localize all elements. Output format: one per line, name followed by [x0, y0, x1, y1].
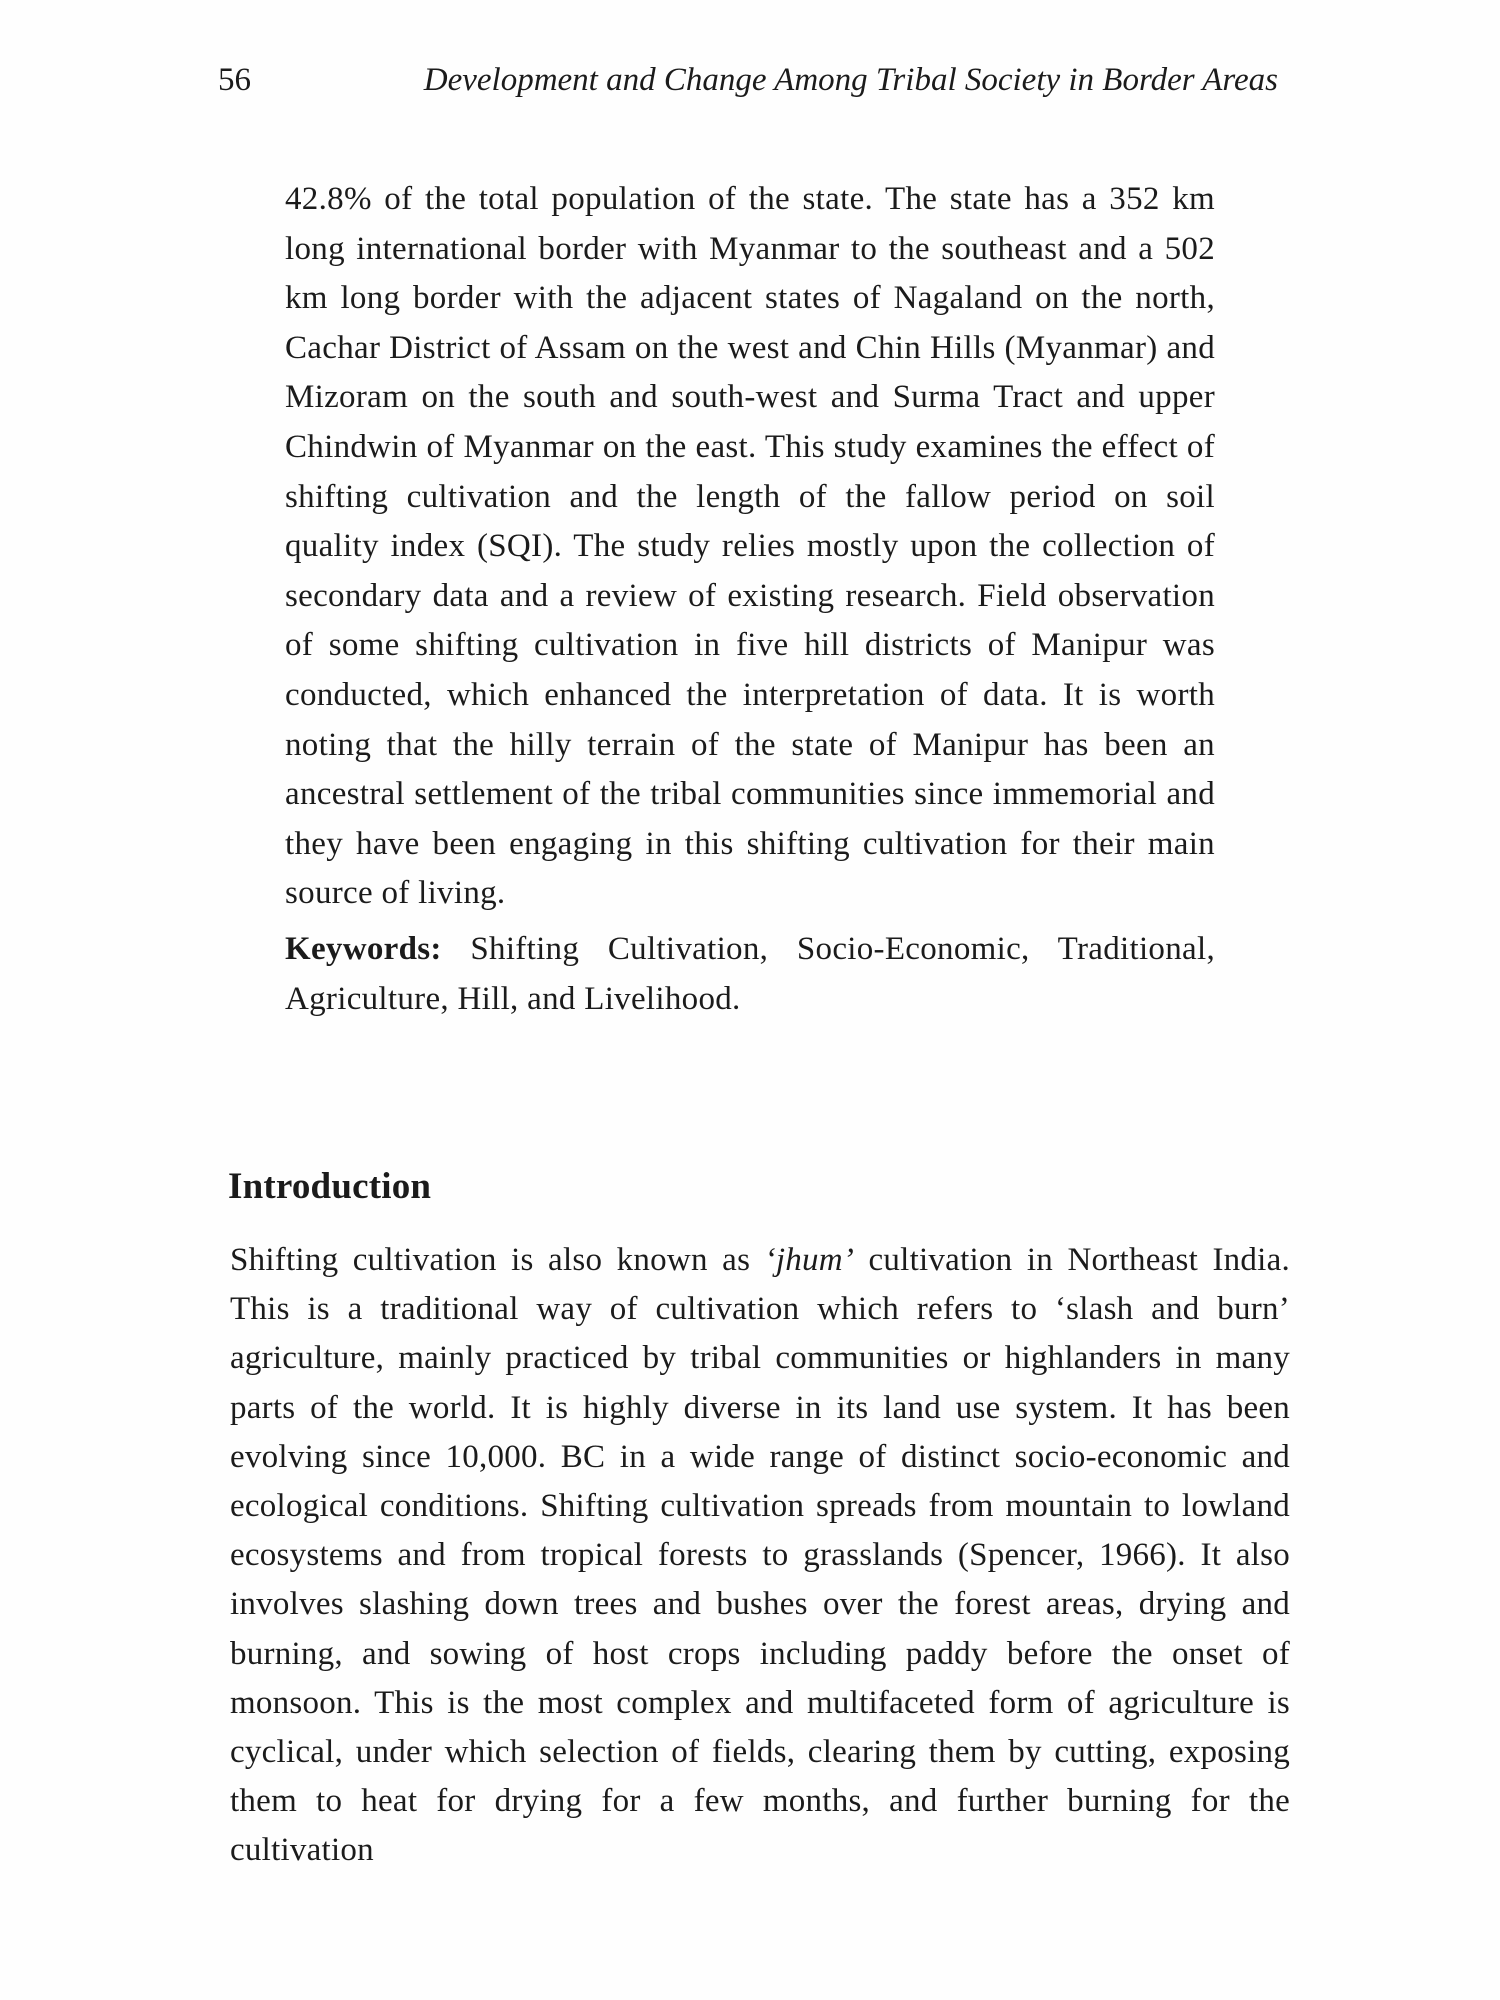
jhum-term: ‘jhum’: [764, 1242, 855, 1278]
introduction-heading: Introduction: [228, 1166, 432, 1207]
running-title: Development and Change Among Tribal Society in Border Areas: [423, 62, 1278, 98]
keywords-line: [285, 925, 1215, 1024]
abstract-block: [285, 175, 1215, 1024]
introduction-body: [230, 1236, 1290, 1876]
intro-text-before-term: Shifting cultivation is also known as: [230, 1242, 765, 1278]
keywords-text: Shifting Cultivation, Socio-Economic, Traditional, Agriculture, Hill, and Livelihood.: [285, 930, 1215, 1017]
intro-text-after-term: cultivation in Northeast India. This is a traditional way of cultivation which refers to ‘slash and burn’ agriculture, mainly practiced by tribal communities or highlanders in many parts of the world. It is highly diverse in its land use system. It has been evolving since 10,000. BC in a wide range of distinct socio-economic and ecological conditions. Shifting cultivation spreads from mountain to lowland ecosystems and from tropical forests to grasslands (Spencer, 1966). It also involves slashing down trees and bushes over the forest areas, drying and burning, and sowing of host crops including paddy before the onset of monsoon. This is the most complex and multifaceted form of agriculture is cyclical, under which selection of fields, clearing them by cutting, exposing them to heat for drying for a few months, and further burning for the cultivation: [230, 1242, 1290, 1869]
running-head: [218, 58, 1278, 102]
introduction-paragraph: [230, 1236, 1290, 1876]
page-number: 56: [218, 62, 251, 98]
abstract-paragraph: 42.8% of the total population of the state. The state has a 352 km long international border with Myanmar to the southeast and a 502 km long border with the adjacent states of Nagaland on the north, Cachar District of Assam on the west and Chin Hills (Myanmar) and Mizoram on the south and south-west and Surma Tract and upper Chindwin of Myanmar on the east. This study examines the effect of shifting cultivation and the length of the fallow period on soil quality index (SQI). The study relies mostly upon the collection of secondary data and a review of existing research. Field observation of some shifting cultivation in five hill districts of Manipur was conducted, which enhanced the interpretation of data. It is worth noting that the hilly terrain of the state of Manipur has been an ancestral settlement of the tribal communities since immemorial and they have been engaging in this shifting cultivation for their main source of living.: [285, 181, 1215, 912]
keywords-label: Keywords:: [285, 930, 442, 967]
